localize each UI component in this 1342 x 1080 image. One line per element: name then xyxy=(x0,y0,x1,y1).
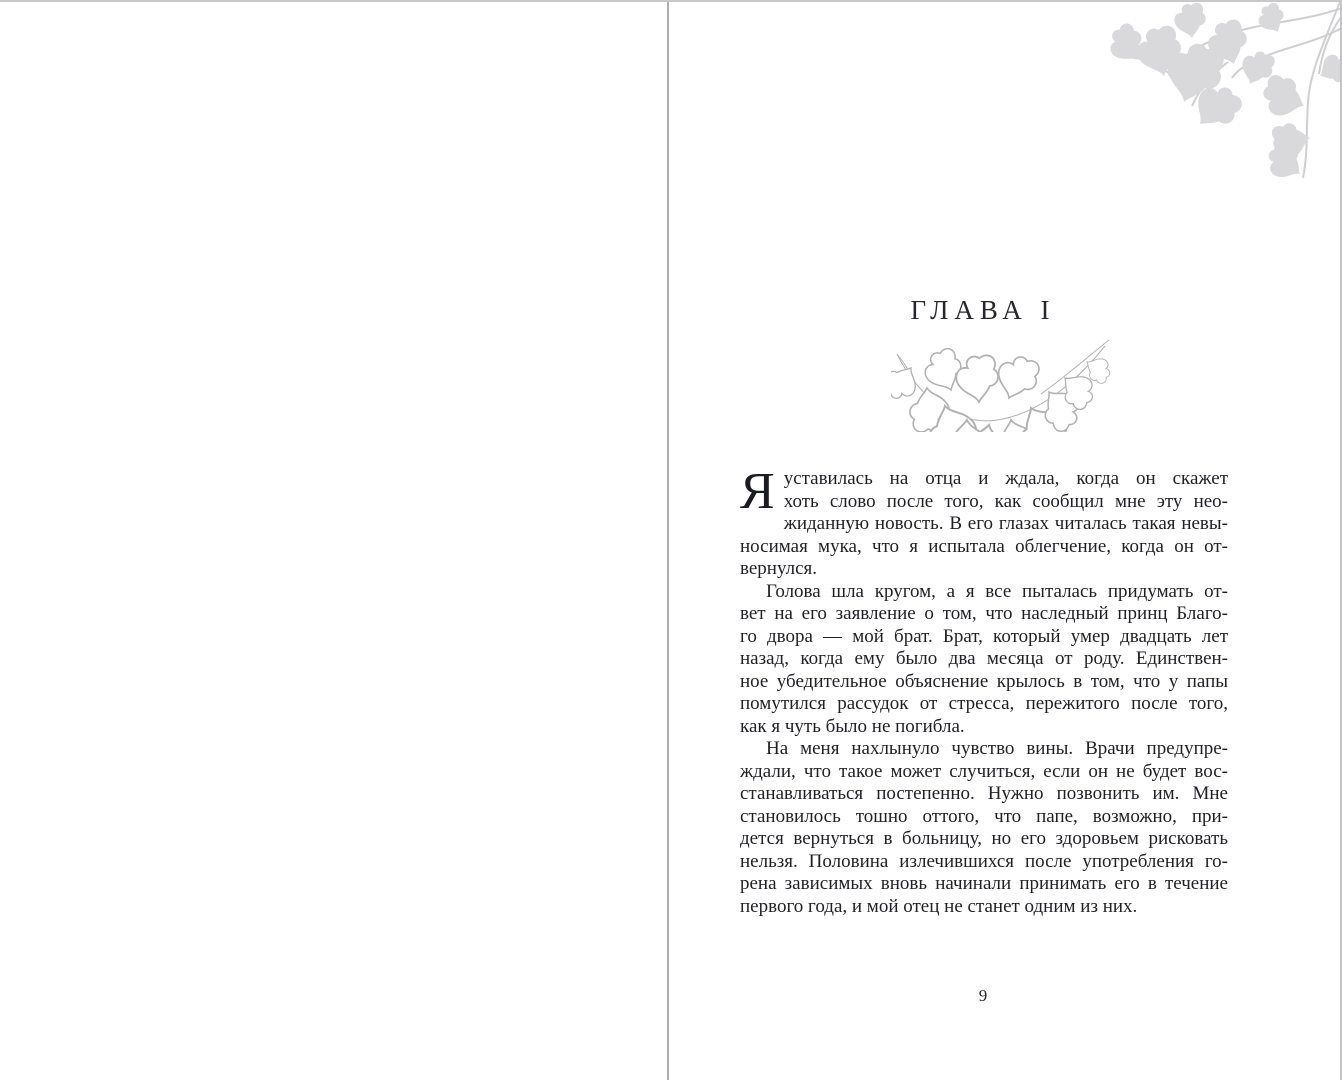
text-line: На меня нахлынуло чувство вины. Врачи предупре- xyxy=(766,738,1228,759)
drop-cap-letter: Я xyxy=(740,463,775,520)
paragraph xyxy=(740,581,1228,739)
text-line: хоть слово после того, как сообщил мне эту нео- xyxy=(783,490,1228,512)
text-line: Голова шла кругом, а я все пыталась придумать от- xyxy=(766,580,1228,602)
text-line: назад, когда ему было два месяца от роду. Единствен- xyxy=(740,648,1228,669)
ivy-garland-icon xyxy=(891,332,1111,432)
text-line: уставилась на отца и ждала, когда он скажет xyxy=(783,468,1228,489)
chapter-title: ГЛАВА I xyxy=(910,295,1056,325)
paragraph xyxy=(740,463,1228,581)
page-number: 9 xyxy=(978,986,988,1005)
text-line: как я чуть было не погибла. xyxy=(740,715,965,737)
text-line: нельзя. Половина излечившихся после употребления го- xyxy=(740,850,1228,872)
text-line: становилось тошно оттого, что папе, возможно, при- xyxy=(740,805,1228,827)
text-line: станавливаться постепенно. Нужно позвонить им. Мне xyxy=(740,783,1228,804)
chapter-text xyxy=(740,463,1228,918)
text-line: жиданную новость. В его глазах читалась такая невы- xyxy=(783,513,1228,534)
text-line: дется вернуться в больницу, но его здоровьем рисковать xyxy=(740,828,1228,849)
text-line: го двора — мой брат. Брат, который умер двадцать лет xyxy=(740,625,1228,647)
text-line: ное убедительное объяснение крылось в том, что у папы xyxy=(740,670,1228,692)
text-line: рена зависимых вновь начинали принимать его в течение xyxy=(740,873,1228,894)
right-page xyxy=(669,2,1342,1080)
text-line: вернулся. xyxy=(740,558,818,579)
text-line: ждали, что такое может случиться, если он не будет вос- xyxy=(740,760,1228,782)
ivy-corner-icon xyxy=(1042,2,1342,192)
text-line: помутился рассудок от стресса, пережитого после того, xyxy=(740,693,1228,714)
text-line: носимая мука, что я испытала облегчение, когда он от- xyxy=(740,535,1228,557)
text-line: первого года, и мой отец не станет одним из них. xyxy=(740,895,1138,917)
paragraph xyxy=(740,738,1228,918)
text-line: вет на его заявление о том, что наследный принц Благо- xyxy=(740,603,1228,624)
left-page-blank xyxy=(0,2,667,1080)
